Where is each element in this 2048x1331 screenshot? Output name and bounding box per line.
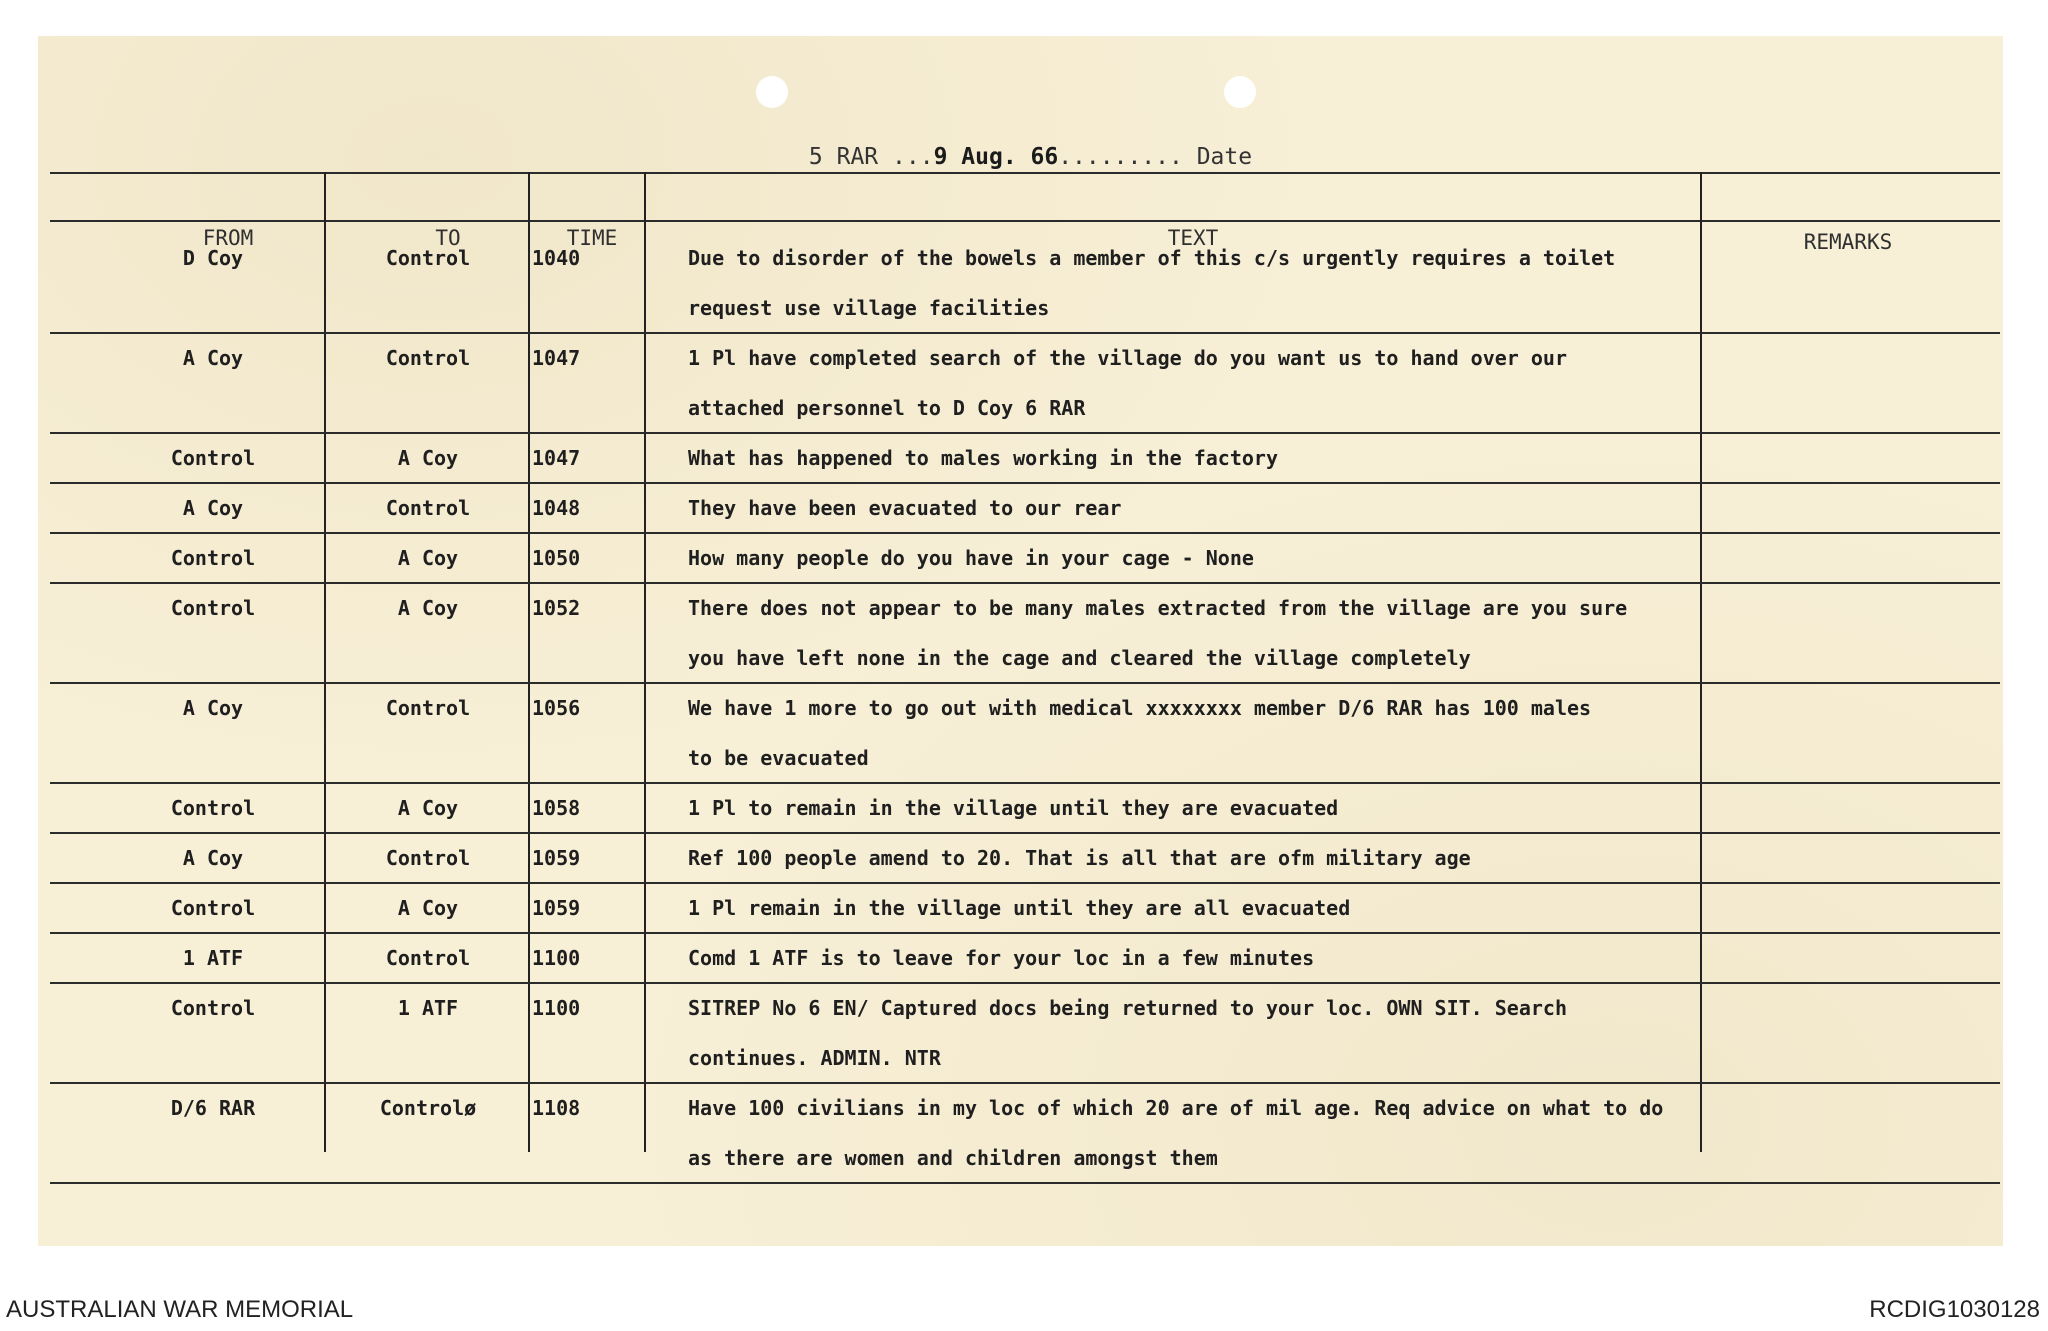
column-divider bbox=[528, 172, 530, 1152]
entry-text: There does not appear to be many males extracted from the village are you sure bbox=[688, 596, 1628, 620]
entry-text: We have 1 more to go out with medical xxxxxxxx member D/6 RAR has 100 males bbox=[688, 696, 1592, 720]
row-rule bbox=[50, 932, 2000, 934]
row-rule bbox=[50, 882, 2000, 884]
entry-text: Ref 100 people amend to 20. That is all that are ofm military age bbox=[688, 846, 1471, 870]
entry-time: 1048 bbox=[532, 496, 581, 520]
column-header-remarks: REMARKS bbox=[1803, 230, 1893, 254]
entry-to: A Coy bbox=[397, 546, 459, 570]
entry-time: 1050 bbox=[532, 546, 581, 570]
punch-hole-left bbox=[756, 76, 788, 108]
row-rule bbox=[50, 682, 2000, 684]
entry-time: 1108 bbox=[532, 1096, 581, 1120]
entry-text: request use village facilities bbox=[688, 296, 1050, 320]
unit-name: 5 RAR bbox=[808, 144, 879, 170]
entry-time: 1100 bbox=[532, 946, 581, 970]
entry-time: 1100 bbox=[532, 996, 581, 1020]
entry-text: How many people do you have in your cage - None bbox=[688, 546, 1254, 570]
entry-from: D/6 RAR bbox=[170, 1096, 256, 1120]
entry-to: Control bbox=[385, 346, 471, 370]
entry-text: Due to disorder of the bowels a member of this c/s urgently requires a toilet bbox=[688, 246, 1616, 270]
dots-leader: ......... bbox=[1058, 144, 1183, 170]
entry-to: 1 ATF bbox=[397, 996, 459, 1020]
entry-from: 1 ATF bbox=[182, 946, 244, 970]
entry-text: What has happened to males working in the factory bbox=[688, 446, 1279, 470]
entry-time: 1059 bbox=[532, 846, 581, 870]
header-rule bbox=[50, 220, 2000, 222]
dots-leader: ... bbox=[892, 144, 934, 170]
column-header-time: TIME bbox=[566, 226, 618, 250]
entry-from: A Coy bbox=[182, 846, 244, 870]
entry-from: Control bbox=[170, 796, 256, 820]
entry-from: Control bbox=[170, 896, 256, 920]
entry-time: 1052 bbox=[532, 596, 581, 620]
row-rule bbox=[50, 1182, 2000, 1184]
entry-text: 1 Pl to remain in the village until they are evacuated bbox=[688, 796, 1339, 820]
handwritten-date: 9 Aug. 66 bbox=[933, 144, 1059, 170]
row-rule bbox=[50, 832, 2000, 834]
entry-from: A Coy bbox=[182, 346, 244, 370]
column-header-from: FROM bbox=[202, 226, 254, 250]
entry-text: continues. ADMIN. NTR bbox=[688, 1046, 941, 1070]
entry-text: 1 Pl have completed search of the village do you want us to hand over our bbox=[688, 346, 1567, 370]
entry-text: SITREP No 6 EN/ Captured docs being returned to your loc. OWN SIT. Search bbox=[688, 996, 1567, 1020]
footer-source: AUSTRALIAN WAR MEMORIAL bbox=[6, 1296, 354, 1323]
entry-from: A Coy bbox=[182, 496, 244, 520]
entry-to: Control bbox=[385, 846, 471, 870]
entry-to: Control bbox=[385, 946, 471, 970]
row-rule bbox=[50, 332, 2000, 334]
column-divider bbox=[1700, 172, 1702, 1152]
entry-to: Control bbox=[385, 496, 471, 520]
entry-time: 1056 bbox=[532, 696, 581, 720]
row-rule bbox=[50, 482, 2000, 484]
entry-from: Control bbox=[170, 546, 256, 570]
entry-text: 1 Pl remain in the village until they are all evacuated bbox=[688, 896, 1351, 920]
entry-text: to be evacuated bbox=[688, 746, 869, 770]
row-rule bbox=[50, 432, 2000, 434]
top-rule bbox=[50, 172, 2000, 174]
entry-time: 1059 bbox=[532, 896, 581, 920]
row-rule bbox=[50, 982, 2000, 984]
row-rule bbox=[50, 532, 2000, 534]
entry-text: you have left none in the cage and cleared the village completely bbox=[688, 646, 1471, 670]
entry-text: Comd 1 ATF is to leave for your loc in a few minutes bbox=[688, 946, 1315, 970]
log-header bbox=[38, 144, 2003, 170]
entry-from: D Coy bbox=[182, 246, 244, 270]
entry-time: 1047 bbox=[532, 346, 581, 370]
row-rule bbox=[50, 582, 2000, 584]
column-divider bbox=[324, 172, 326, 1152]
column-header-text: TEXT bbox=[1167, 226, 1219, 250]
row-rule bbox=[50, 1082, 2000, 1084]
entry-text: Have 100 civilians in my loc of which 20 are of mil age. Req advice on what to do bbox=[688, 1096, 1664, 1120]
entry-to: Controlø bbox=[379, 1096, 477, 1120]
entry-to: A Coy bbox=[397, 796, 459, 820]
entry-text: attached personnel to D Coy 6 RAR bbox=[688, 396, 1086, 420]
entry-to: A Coy bbox=[397, 446, 459, 470]
entry-to: Control bbox=[385, 246, 471, 270]
entry-from: Control bbox=[170, 996, 256, 1020]
entry-from: Control bbox=[170, 596, 256, 620]
archive-footer bbox=[0, 1296, 2048, 1326]
footer-reference: RCDIG1030128 bbox=[1869, 1296, 2040, 1323]
entry-to: A Coy bbox=[397, 596, 459, 620]
entry-to: Control bbox=[385, 696, 471, 720]
document-sheet bbox=[38, 36, 2003, 1246]
entry-text: They have been evacuated to our rear bbox=[688, 496, 1122, 520]
entry-to: A Coy bbox=[397, 896, 459, 920]
entry-time: 1047 bbox=[532, 446, 581, 470]
entry-from: A Coy bbox=[182, 696, 244, 720]
punch-hole-right bbox=[1224, 76, 1256, 108]
entry-text: as there are women and children amongst them bbox=[688, 1146, 1218, 1170]
column-header-to: TO bbox=[435, 226, 461, 250]
entry-time: 1040 bbox=[532, 246, 581, 270]
date-label: Date bbox=[1196, 144, 1253, 170]
column-divider bbox=[644, 172, 646, 1152]
entry-from: Control bbox=[170, 446, 256, 470]
entry-time: 1058 bbox=[532, 796, 581, 820]
row-rule bbox=[50, 782, 2000, 784]
